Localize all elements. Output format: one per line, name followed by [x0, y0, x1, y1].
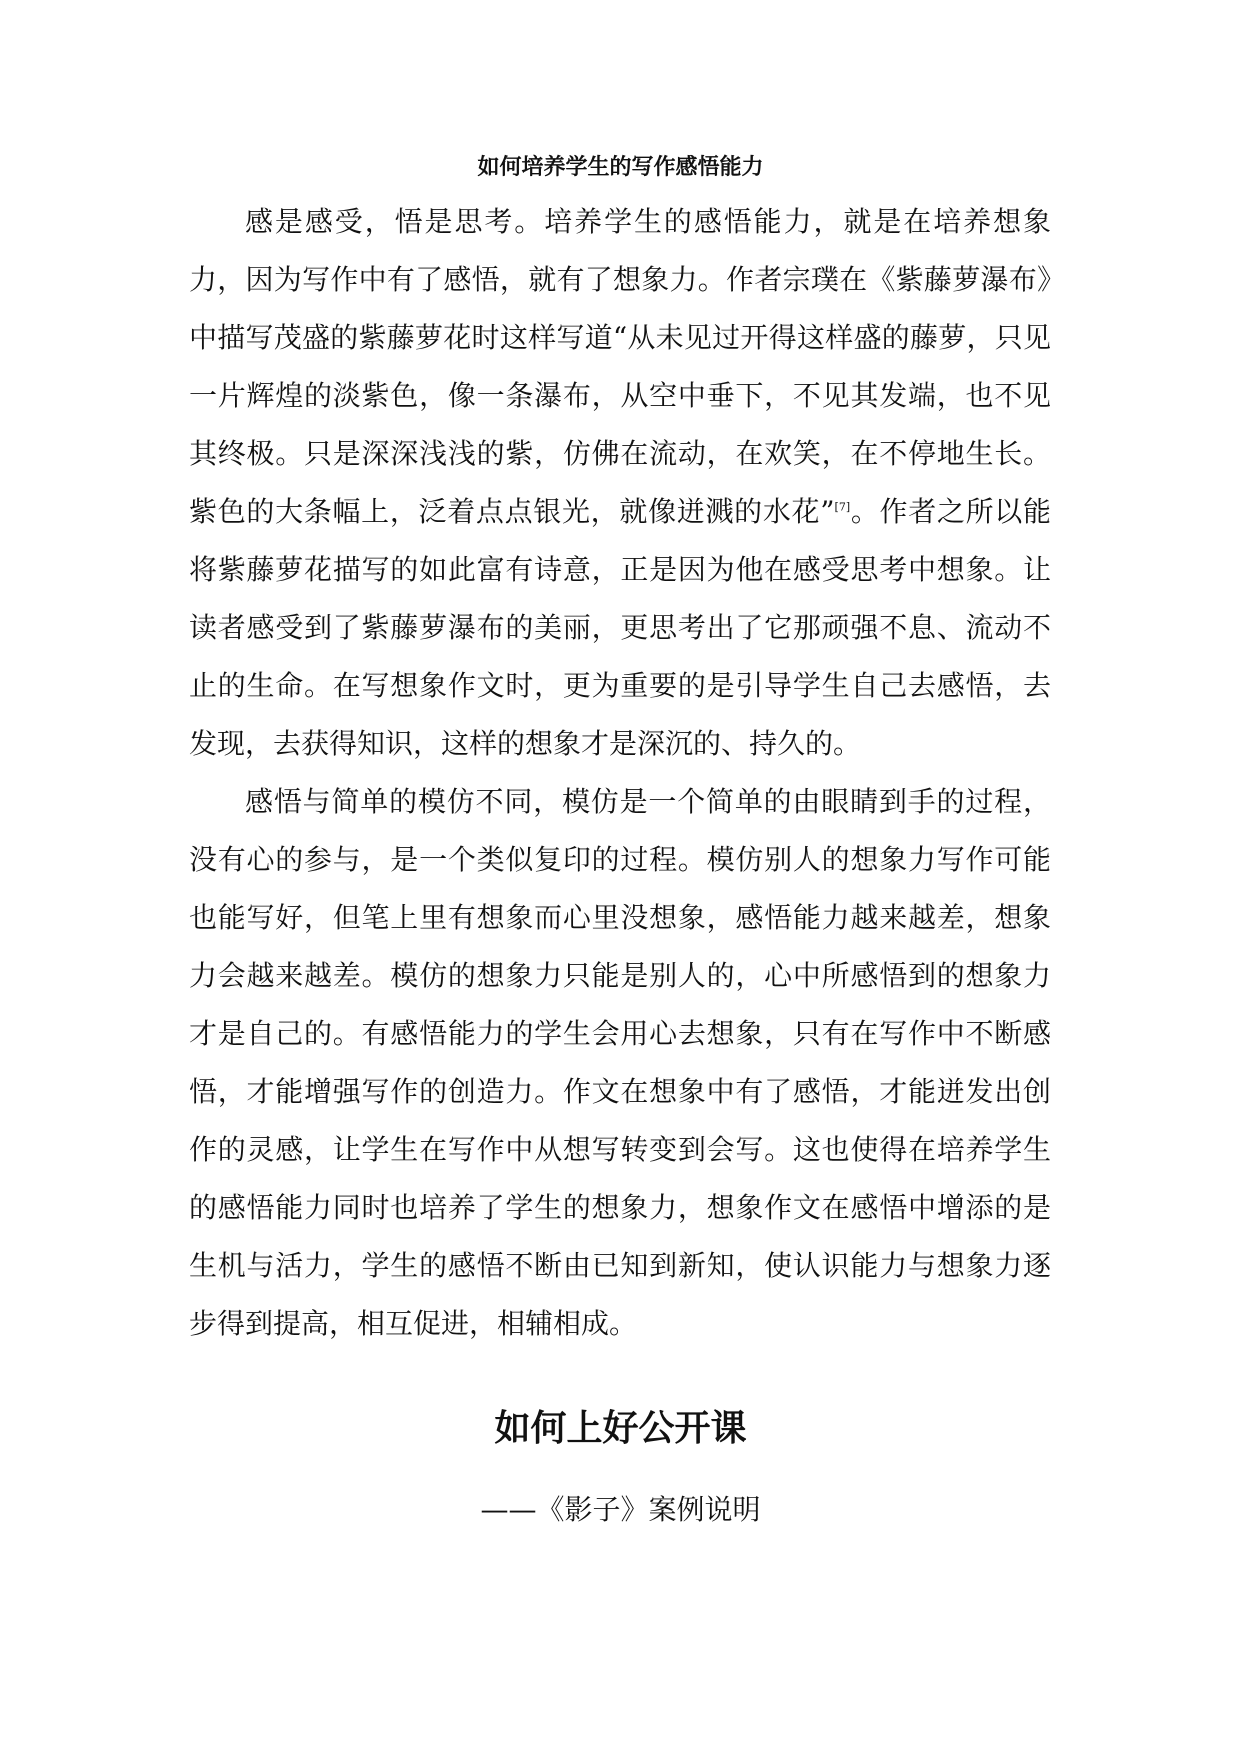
paragraph-1 — [189, 193, 1051, 773]
article-body — [189, 193, 1051, 1353]
citation-marker: [7] — [834, 500, 851, 514]
section-title: 如何上好公开课 — [494, 1407, 747, 1449]
section-subtitle: ——《影子》案例说明 — [480, 1493, 761, 1526]
paragraph-2: 感悟与简单的模仿不同，模仿是一个简单的由眼睛到手的过程，没有心的参与，是一个类似复印的过程。模仿别人的想象力写作可能也能写好，但笔上里有想象而心里没想象，感悟能力越来越差，想象力会越来越差。模仿的想象力只能是别人的，心中所感悟到的想象力才是自己的。有感悟能力的学生会用心去想象，只有在写作中不断感悟，才能增强写作的创造力。作文在想象中有了感悟，才能迸发出创作的灵感，让学生在写作中从想写转变到会写。这也使得在培养学生的感悟能力同时也培养了学生的想象力，想象作文在感悟中增添的是生机与活力，学生的感悟不断由已知到新知，使认识能力与想象力逐步得到提高，相互促进，相辅相成。 — [189, 785, 1051, 1340]
paragraph-1-text-b: 。作者之所以能将紫藤萝花描写的如此富有诗意，正是因为他在感受思考中想象。让读者感受到了紫藤萝瀑布的美丽，更思考出了它那顽强不息、流动不止的生命。在写想象作文时，更为重要的是引导学生自己去感悟，去发现，去获得知识，这样的想象才是深沉的、持久的。 — [189, 495, 1051, 760]
paragraph-1-text-a: 感是感受，悟是思考。培养学生的感悟能力，就是在培养想象力，因为写作中有了感悟，就有了想象力。作者宗璞在《紫藤萝瀑布》中描写茂盛的紫藤萝花时这样写道“从未见过开得这样盛的藤萝，只见一片辉煌的淡紫色，像一条瀑布，从空中垂下，不见其发端，也不见其终极。只是深深浅浅的紫，仿佛在流动，在欢笑，在不停地生长。紫色的大条幅上，泛着点点银光，就像迸溅的水花” — [189, 205, 1051, 528]
article-title: 如何培养学生的写作感悟能力 — [477, 154, 764, 180]
